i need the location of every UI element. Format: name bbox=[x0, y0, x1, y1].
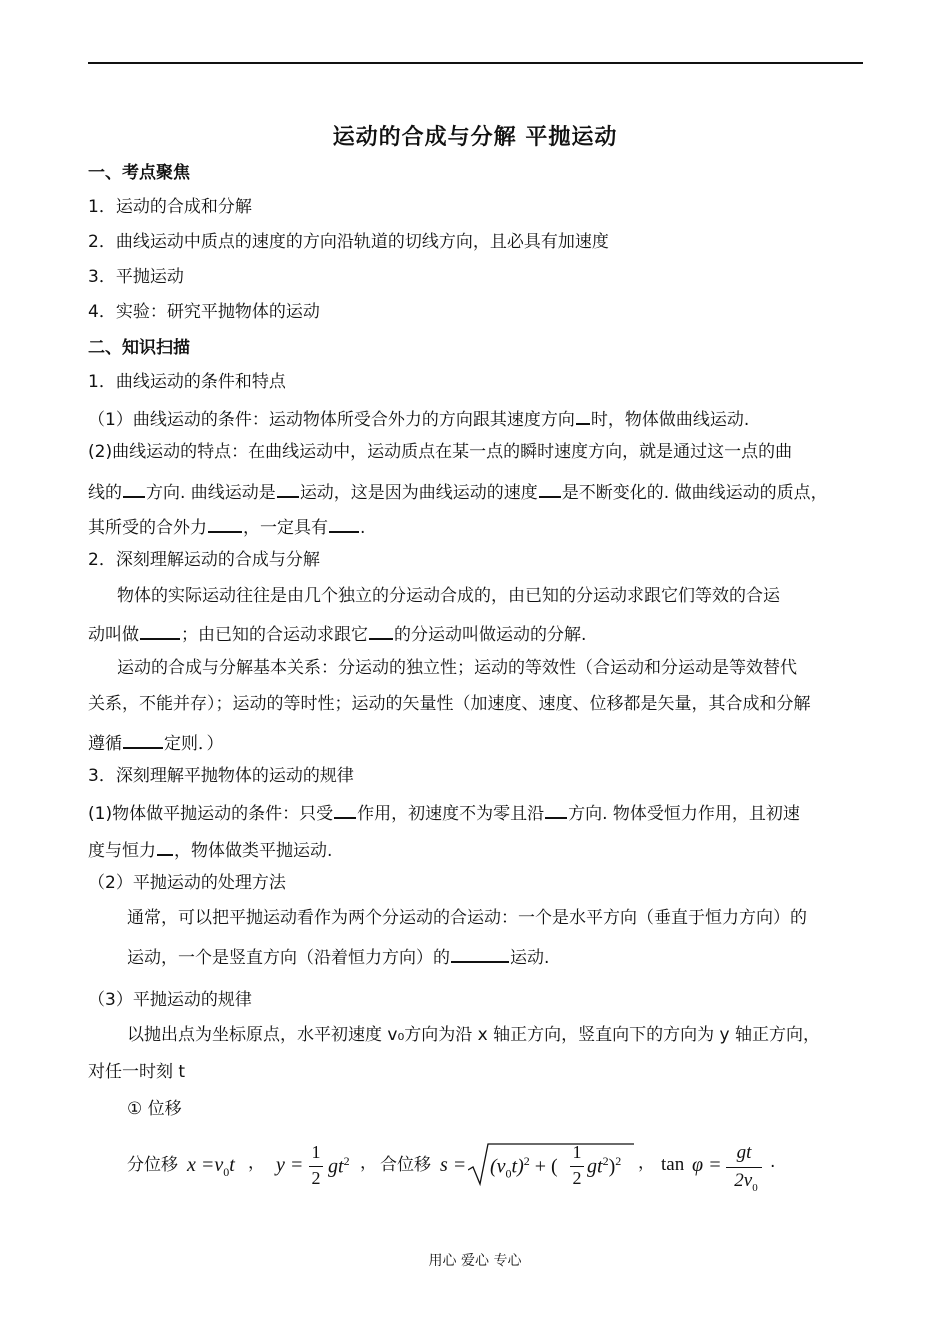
displacement-formulas bbox=[0, 1138, 950, 1208]
text-run: 遵循 bbox=[88, 734, 122, 754]
formula-y: y = bbox=[276, 1154, 304, 1176]
paragraph-title: （2）平抛运动的处理方法 bbox=[88, 873, 286, 893]
text-run: ，物体做类平抛运动. bbox=[174, 841, 333, 861]
fill-blank bbox=[123, 731, 163, 749]
superscript: 2 bbox=[523, 1154, 530, 1168]
fill-blank bbox=[369, 622, 393, 640]
text-line bbox=[88, 731, 224, 754]
page-title: 运动的合成与分解 平抛运动 bbox=[332, 125, 618, 150]
comma: ， bbox=[638, 1153, 655, 1173]
paragraph-title: 2．深刻理解运动的合成与分解 bbox=[88, 550, 320, 570]
fraction-numerator: 1 bbox=[311, 1142, 321, 1162]
formula-label: 分位移 bbox=[127, 1155, 178, 1175]
superscript: 2 bbox=[343, 1154, 350, 1168]
subscript: 0 bbox=[752, 1181, 758, 1194]
formula-s: s = bbox=[440, 1154, 467, 1176]
text-run: 时，物体做曲线运动. bbox=[590, 410, 750, 430]
formula-text bbox=[587, 1154, 621, 1179]
superscript: 2 bbox=[602, 1154, 609, 1168]
fraction-denominator: 2 bbox=[311, 1168, 321, 1188]
list-item: 4．实验：研究平抛物体的运动 bbox=[88, 302, 320, 322]
formula-text bbox=[328, 1154, 350, 1179]
formula-phi: φ = bbox=[692, 1154, 722, 1176]
text-run: （1）曲线运动的条件：运动物体所受合外力的方向跟其速度方向 bbox=[88, 410, 575, 430]
text-line bbox=[88, 480, 828, 503]
text-run: 作用，初速度不为零且沿 bbox=[357, 804, 545, 824]
superscript: 2 bbox=[615, 1154, 622, 1168]
text-run: 运动，一个是竖直方向（沿着恒力方向）的 bbox=[127, 948, 450, 968]
text-line bbox=[88, 515, 365, 538]
comma: ， bbox=[360, 1153, 377, 1173]
text-run: 是不断变化的. 做曲线运动的质点， bbox=[561, 483, 828, 503]
formula-text: t bbox=[229, 1154, 235, 1176]
fill-blank bbox=[123, 480, 145, 498]
comma: ， bbox=[248, 1153, 265, 1173]
fill-blank bbox=[329, 515, 359, 533]
text-line bbox=[88, 407, 749, 430]
subscript: 0 bbox=[505, 1166, 512, 1181]
text-run: 方向. 曲线运动是 bbox=[146, 483, 276, 503]
text-run: 度与恒力 bbox=[88, 841, 156, 861]
text-line: 对任一时刻 t bbox=[88, 1062, 186, 1082]
text-run: (1)物体做平抛运动的条件：只受 bbox=[88, 804, 334, 824]
section-heading: 二、知识扫描 bbox=[88, 338, 190, 358]
text-run: ，一定具有 bbox=[243, 518, 328, 538]
formula-text: gt bbox=[328, 1155, 344, 1178]
text-run: 定则．） bbox=[164, 734, 224, 754]
formula-text: (v bbox=[490, 1155, 506, 1178]
fill-blank bbox=[576, 407, 590, 425]
paragraph-title: 3．深刻理解平抛物体的运动的规律 bbox=[88, 766, 354, 786]
fraction-numerator: gt bbox=[736, 1142, 752, 1163]
fraction-bar bbox=[570, 1166, 584, 1167]
text-line: 物体的实际运动往往是由几个独立的分运动合成的，由已知的分运动求跟它们等效的合运 bbox=[117, 586, 780, 606]
text-line bbox=[127, 945, 549, 968]
paragraph-title: （3）平抛运动的规律 bbox=[88, 990, 252, 1010]
text-line bbox=[88, 801, 800, 824]
fraction-denominator bbox=[726, 1170, 766, 1194]
fill-blank bbox=[334, 801, 356, 819]
text-run: 运动. bbox=[510, 948, 550, 968]
fill-blank bbox=[539, 480, 561, 498]
text-line: (2)曲线运动的特点：在曲线运动中，运动质点在某一点的瞬时速度方向，就是通过这一点的曲 bbox=[88, 442, 793, 462]
formula-tan: tan bbox=[661, 1154, 685, 1175]
formula-x bbox=[187, 1154, 235, 1180]
list-item: 3．平抛运动 bbox=[88, 267, 184, 287]
fill-blank bbox=[451, 945, 509, 963]
formula-label: 合位移 bbox=[380, 1155, 431, 1175]
paragraph-title: 1．曲线运动的条件和特点 bbox=[88, 372, 286, 392]
section-heading: 一、考点聚焦 bbox=[88, 163, 190, 183]
header-rule bbox=[88, 62, 863, 64]
page-footer: 用心 爱心 专心 bbox=[428, 1253, 522, 1269]
text-line bbox=[88, 622, 586, 645]
fraction-denominator: 2 bbox=[572, 1168, 582, 1188]
text-run: . bbox=[360, 518, 366, 538]
fill-blank bbox=[208, 515, 242, 533]
formula-text: t) bbox=[511, 1155, 524, 1178]
text-run: 方向. 物体受恒力作用，且初速 bbox=[568, 804, 800, 824]
list-item: 2．曲线运动中质点的速度的方向沿轨道的切线方向，且必具有加速度 bbox=[88, 232, 609, 252]
formula-text: gt bbox=[587, 1155, 603, 1178]
text-line: 关系，不能并存）；运动的等时性；运动的矢量性（加速度、速度、位移都是矢量，其合成和分解 bbox=[88, 694, 811, 714]
formula-text bbox=[490, 1154, 558, 1182]
text-run: 运动，这是因为曲线运动的速度 bbox=[299, 483, 538, 503]
fill-blank bbox=[545, 801, 567, 819]
formula-text: 2v bbox=[734, 1170, 753, 1191]
text-run: 的分运动叫做运动的分解. bbox=[394, 625, 587, 645]
text-line: 以抛出点为坐标原点，水平初速度 v₀方向为沿 x 轴正方向，竖直向下的方向为 y 轴正方向， bbox=[127, 1025, 821, 1045]
text-run: 其所受的合外力 bbox=[88, 518, 207, 538]
fraction-numerator: 1 bbox=[572, 1142, 582, 1162]
text-line bbox=[88, 838, 332, 861]
fill-blank bbox=[277, 480, 299, 498]
fill-blank bbox=[157, 838, 173, 856]
sub-heading: ① 位移 bbox=[127, 1099, 182, 1119]
text-run: ；由已知的合运动求跟它 bbox=[181, 625, 368, 645]
list-item: 1．运动的合成和分解 bbox=[88, 197, 252, 217]
formula-text: x =v bbox=[187, 1154, 224, 1176]
text-line: 运动的合成与分解基本关系：分运动的独立性；运动的等效性（合运动和分运动是等效替代 bbox=[117, 658, 797, 678]
text-run: 线的 bbox=[88, 483, 122, 503]
period: . bbox=[770, 1152, 776, 1172]
text-line: 通常，可以把平抛运动看作为两个分运动的合运动：一个是水平方向（垂直于恒力方向）的 bbox=[127, 908, 807, 928]
fraction-bar bbox=[309, 1166, 323, 1167]
fill-blank bbox=[140, 622, 180, 640]
formula-text: + ( bbox=[529, 1155, 558, 1178]
formula-text: ) bbox=[608, 1155, 616, 1178]
text-run: 动叫做 bbox=[88, 625, 139, 645]
fraction-bar bbox=[726, 1167, 762, 1168]
subscript: 0 bbox=[223, 1165, 230, 1179]
